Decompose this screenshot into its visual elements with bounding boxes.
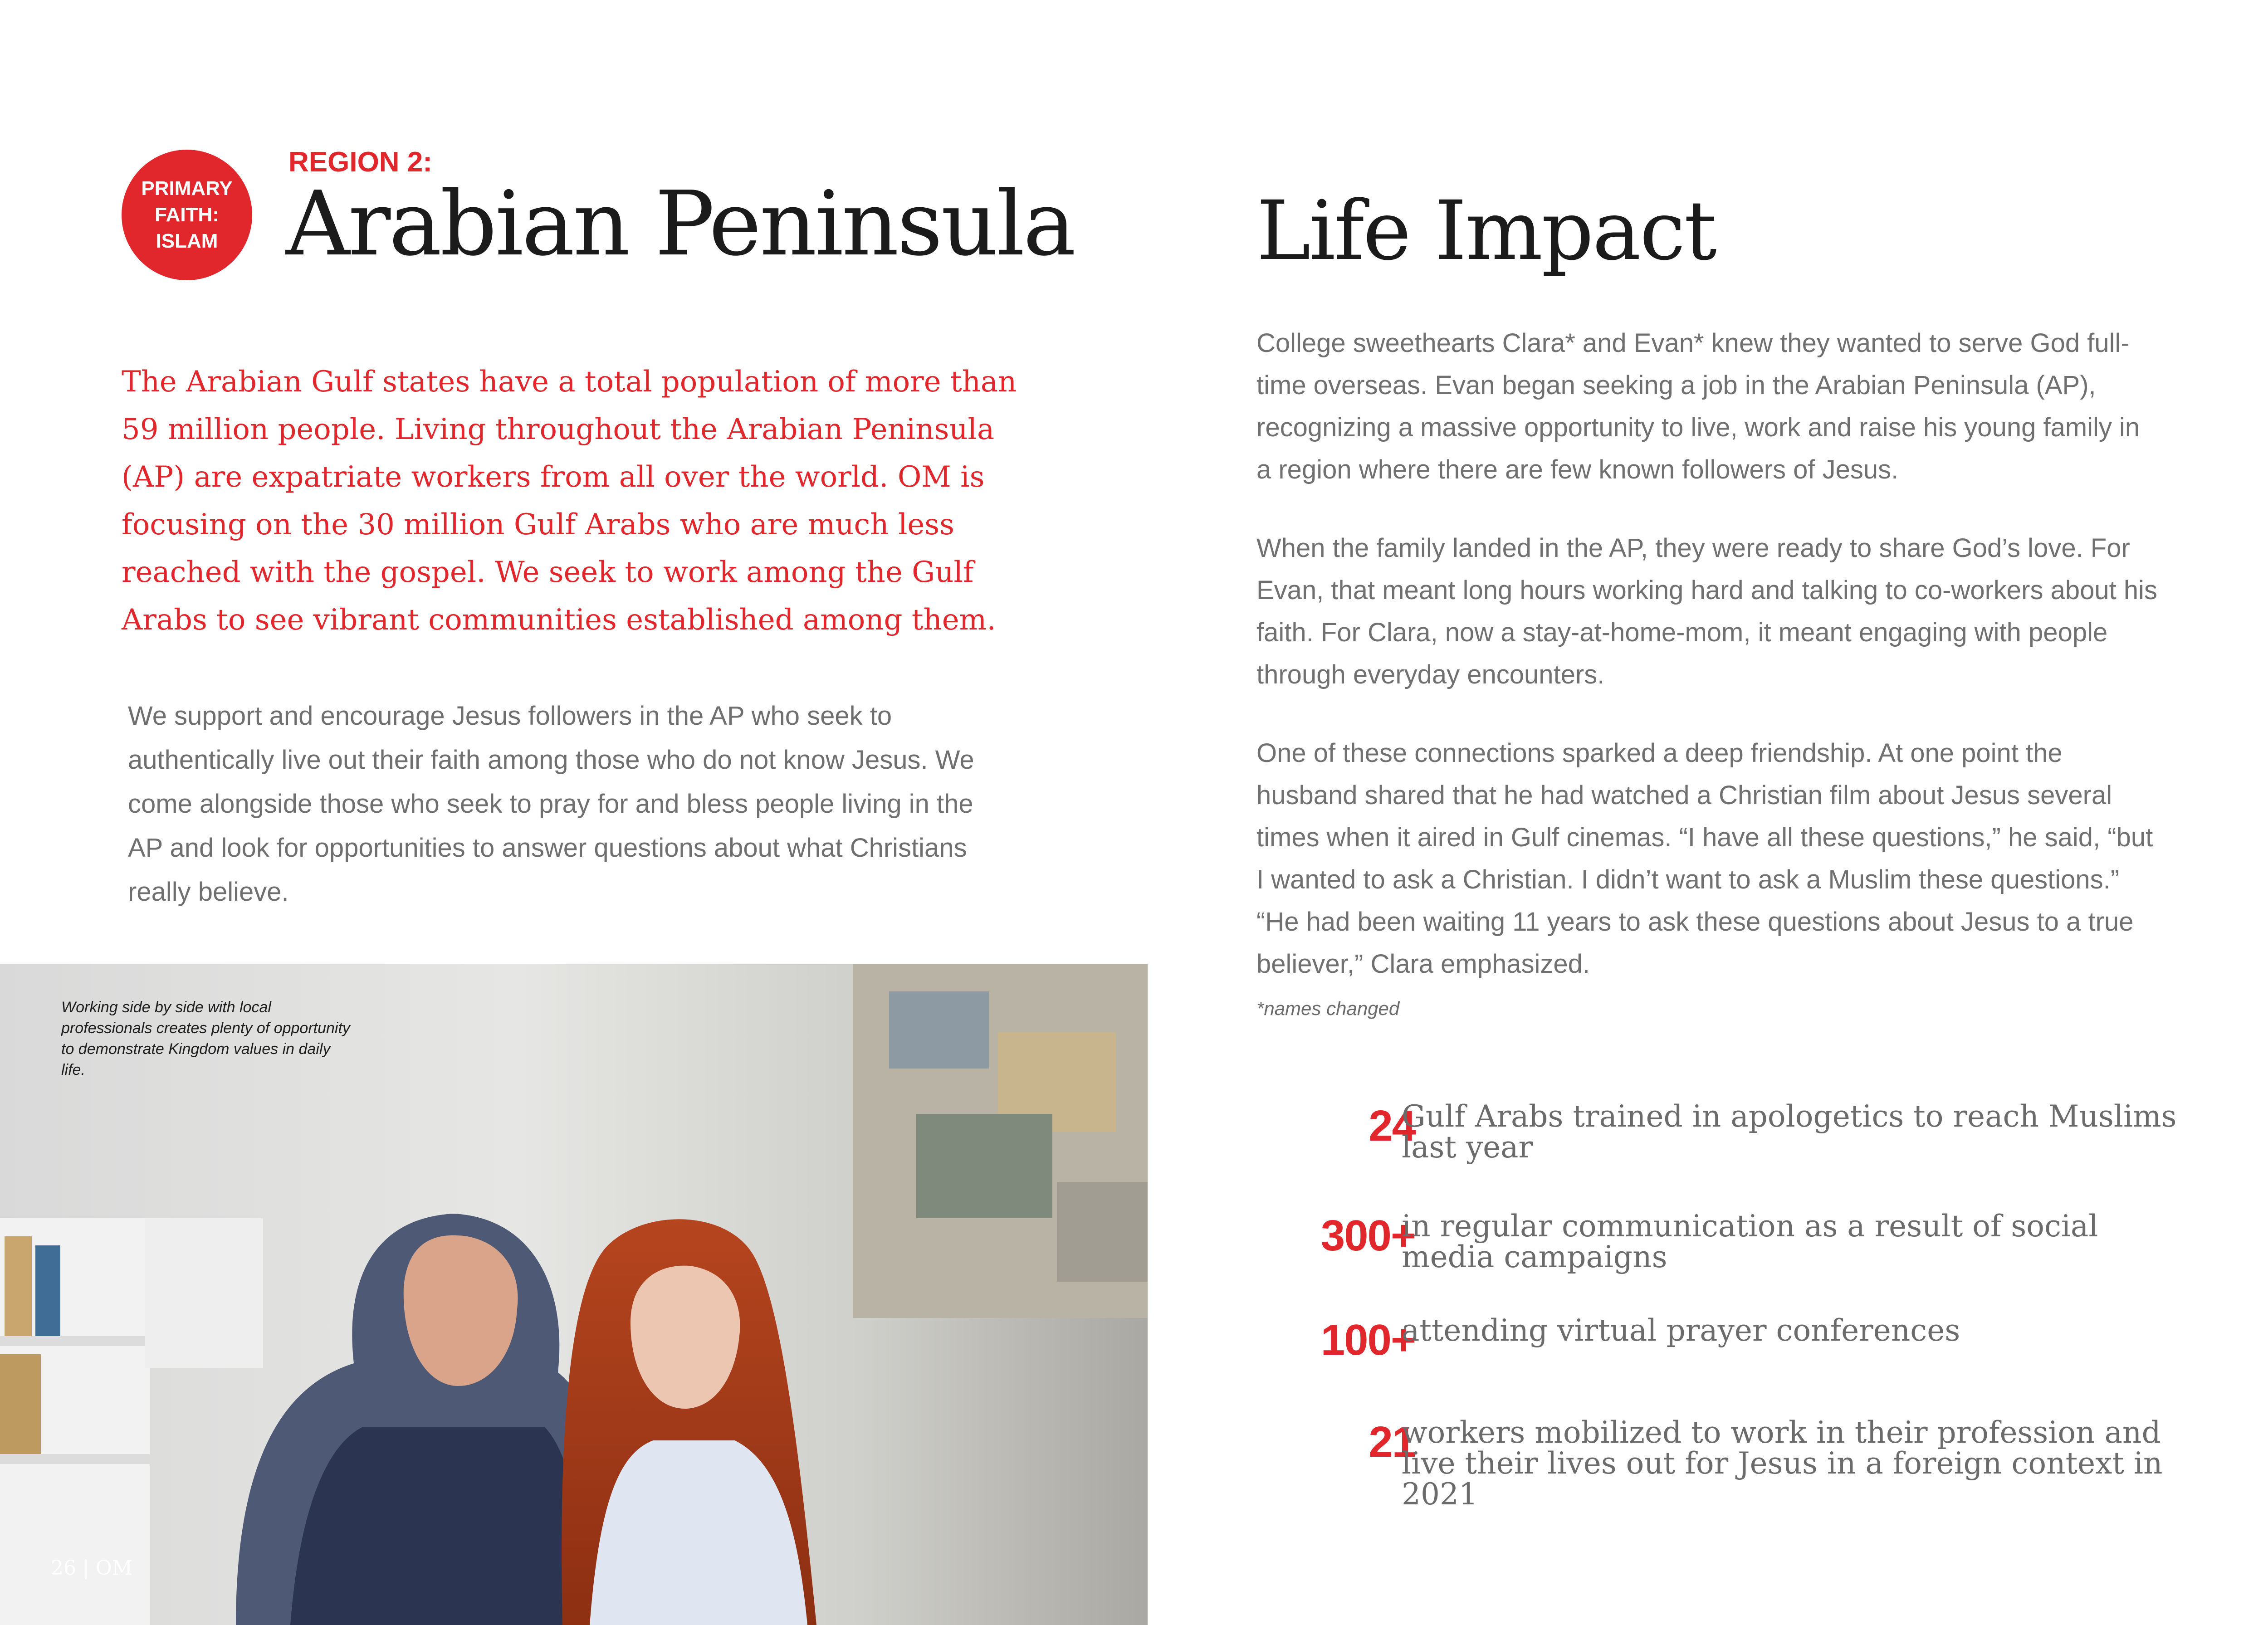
story-paragraph: When the family landed in the AP, they were ready to share God’s love. For Evan, that meant long hours working hard and talking to co-workers about his faith. For Clara, now a stay-at-home-mom, it meant engaging with people through everyday encounters.	[1256, 533, 2157, 689]
primary-faith-badge	[122, 150, 252, 280]
stat-text: Gulf Arabs trained in apologetics to reach Muslims last year	[1402, 1099, 2177, 1165]
stat-number: 21	[1369, 1418, 1415, 1466]
stat-item	[1225, 1211, 2177, 1288]
badge-line-3: ISLAM	[156, 230, 218, 252]
story-paragraph: One of these connections sparked a deep friendship. At one point the husband shared that he had watched a Christian film about Jesus several times when it aired in Gulf cinemas. “I have all these questions,” he said, “but I wanted to ask a Christian. I didn’t want to ask a Muslim these questions.” “He had been waiting 11 years to ask these questions about Jesus to a true believer,” Clara emphasized.	[1256, 738, 2153, 979]
badge-line-1: PRIMARY	[141, 177, 233, 200]
section-title: Life Impact	[1256, 184, 1716, 278]
page-title: Arabian Peninsula	[286, 172, 1075, 276]
stat-item	[1225, 1415, 2177, 1512]
stat-text: workers mobilized to work in their profession and live their lives out for Jesus in a foreign context in 2021	[1402, 1415, 2163, 1512]
photo-caption: Working side by side with local professionals creates plenty of opportunity to demonstrate Kingdom values in daily life.	[61, 999, 350, 1078]
body-paragraph: We support and encourage Jesus followers in the AP who seek to authentically live out their faith among those who do not know Jesus. We come alongside those who seek to pray for and bless people living in the AP and look for opportunities to answer questions about what Christians really believe.	[128, 701, 974, 907]
story-paragraph: College sweethearts Clara* and Evan* knew they wanted to serve God full-time overseas. Evan began seeking a job in the Arabian Peninsula (AP), recognizing a massive opportunity to live, work and raise his young family in a region where there are few known followers of Jesus.	[1256, 328, 2140, 484]
stat-text: attending virtual prayer conferences	[1402, 1313, 1960, 1348]
badge-line-2: FAITH:	[155, 204, 219, 226]
stat-number: 100+	[1320, 1316, 1415, 1364]
page-folio: 26 | OM	[51, 1557, 132, 1580]
stat-number: 300+	[1320, 1211, 1415, 1260]
lead-paragraph: The Arabian Gulf states have a total population of more than 59 million people. Living throughout the Arabian Peninsula (AP) are expatriate workers from all over the world. OM is focusing on the 30 million Gulf Arabs who are much less reached with the gospel. We seek to work among the Gulf Arabs to see vibrant communities established among them.	[122, 365, 1017, 637]
names-changed-note: *names changed	[1256, 998, 1400, 1019]
stat-number: 24	[1369, 1102, 1415, 1150]
stat-item	[1225, 1315, 2177, 1392]
stat-text: in regular communication as a result of social media campaigns	[1402, 1209, 2098, 1274]
story-text	[1256, 322, 2159, 1021]
region-label: REGION 2:	[288, 146, 432, 178]
stat-item	[1225, 1101, 2177, 1178]
